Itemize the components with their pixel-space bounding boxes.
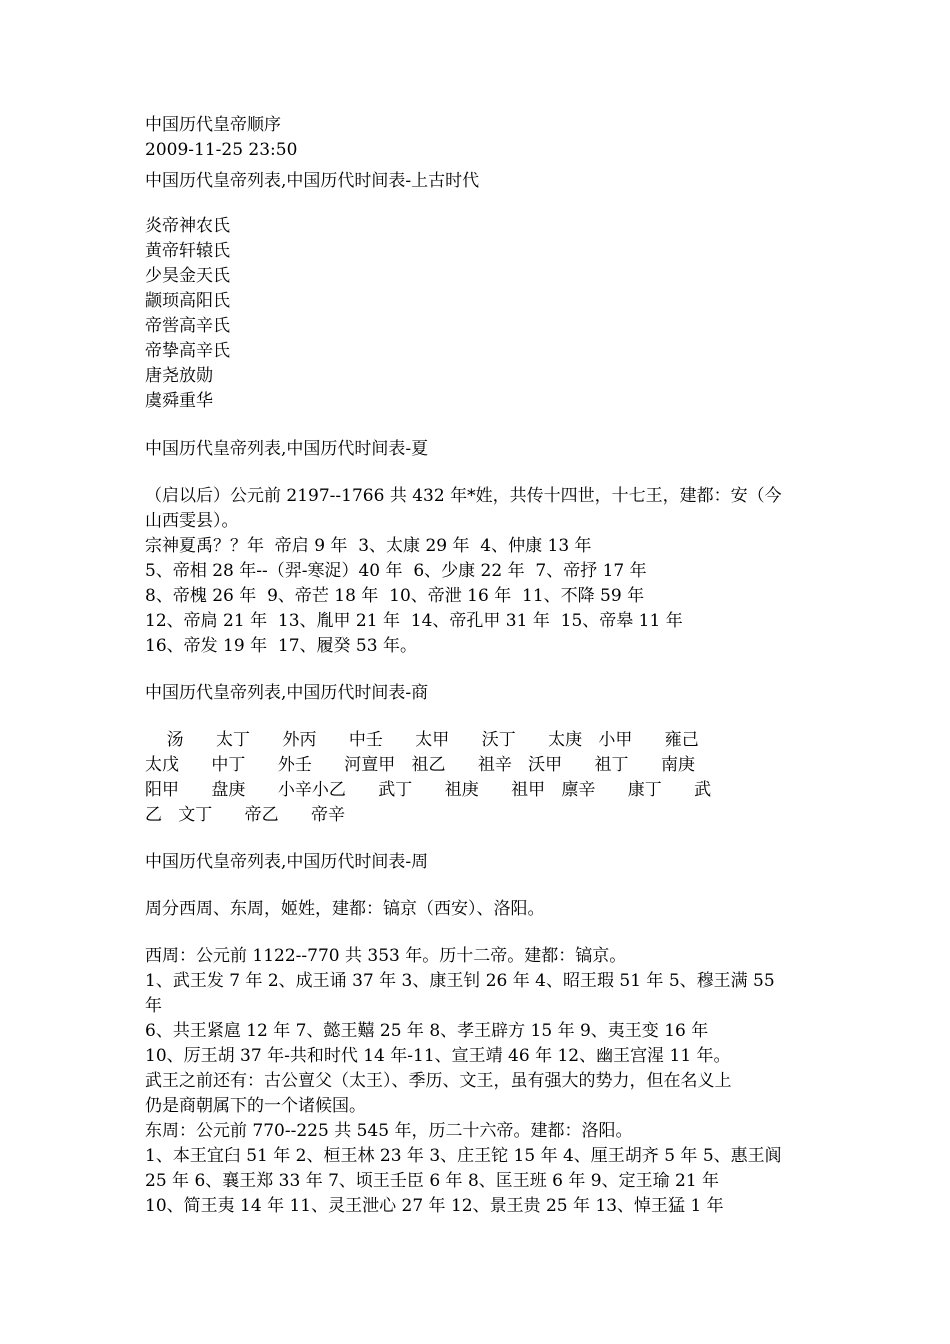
ruler-line: 虞舜重华 xyxy=(145,391,213,411)
ruler-line: 阳甲 盘庚 小辛小乙 武丁 祖庚 祖甲 廪辛 康丁 武 xyxy=(145,780,712,800)
paragraph-line: 10、厉王胡 37 年-共和时代 14 年-11、宣王靖 46 年 12、幽王宫湦 11 年。 xyxy=(145,1046,731,1066)
paragraph-line: （启以后）公元前 2197--1766 共 432 年*姓，共传十四世，十七王，建都：安（今 xyxy=(145,486,782,506)
ruler-line: 太戊 中丁 外壬 河亶甲 祖乙 祖辛 沃甲 祖丁 南庚 xyxy=(145,755,695,775)
ruler-line: 炎帝神农氏 xyxy=(145,216,230,236)
paragraph-line: 16、帝发 19 年 17、履癸 53 年。 xyxy=(145,636,417,656)
paragraph-line: 西周：公元前 1122--770 共 353 年。历十二帝。建都：镐京。 xyxy=(145,946,627,966)
section-heading: 中国历代皇帝列表,中国历代时间表-商 xyxy=(145,683,429,703)
section-heading: 中国历代皇帝列表,中国历代时间表-上古时代 xyxy=(145,171,480,191)
paragraph-line: 年 xyxy=(145,996,162,1016)
paragraph-line: 山西雯县）。 xyxy=(145,511,239,531)
ruler-line: 帝挚高辛氏 xyxy=(145,341,230,361)
ruler-line: 少昊金天氏 xyxy=(145,266,230,286)
paragraph-line: 宗神夏禹？？年 帝启 9 年 3、太康 29 年 4、仲康 13 年 xyxy=(145,536,592,556)
document-datetime: 2009-11-25 23:50 xyxy=(145,140,298,160)
ruler-line: 汤 太丁 外丙 中壬 太甲 沃丁 太庚 小甲 雍己 xyxy=(145,730,699,750)
paragraph-line: 5、帝相 28 年--（羿-寒浞）40 年 6、少康 22 年 7、帝抒 17 年 xyxy=(145,561,647,581)
paragraph-line: 12、帝扃 21 年 13、胤甲 21 年 14、帝孔甲 31 年 15、帝皋 11 年 xyxy=(145,611,683,631)
paragraph-line: 1、武王发 7 年 2、成王诵 37 年 3、康王钊 26 年 4、昭王瑕 51 年 5、穆王满 55 xyxy=(145,971,775,991)
document-title: 中国历代皇帝顺序 xyxy=(145,115,281,135)
ruler-line: 帝喾高辛氏 xyxy=(145,316,230,336)
paragraph-line: 8、帝槐 26 年 9、帝芒 18 年 10、帝泄 16 年 11、不降 59 年 xyxy=(145,586,645,606)
paragraph-line: 25 年 6、襄王郑 33 年 7、顷王壬臣 6 年 8、匡王班 6 年 9、定王瑜 21 年 xyxy=(145,1171,720,1191)
ruler-line: 颛顼高阳氏 xyxy=(145,291,230,311)
paragraph-line: 周分西周、东周，姬姓，建都：镐京（西安）、洛阳。 xyxy=(145,899,545,919)
ruler-line: 乙 文丁 帝乙 帝辛 xyxy=(145,805,346,825)
paragraph-line: 武王之前还有：古公亶父（太王）、季历、文王，虽有强大的势力，但在名义上 xyxy=(145,1071,732,1091)
paragraph-line: 6、共王紧扈 12 年 7、懿王囏 25 年 8、孝王辟方 15 年 9、夷王变 16 年 xyxy=(145,1021,709,1041)
section-heading: 中国历代皇帝列表,中国历代时间表-夏 xyxy=(145,439,429,459)
section-heading: 中国历代皇帝列表,中国历代时间表-周 xyxy=(145,852,429,872)
paragraph-line: 东周：公元前 770--225 共 545 年，历二十六帝。建都：洛阳。 xyxy=(145,1121,633,1141)
ruler-line: 唐尧放勋 xyxy=(145,366,213,386)
ruler-line: 黄帝轩辕氏 xyxy=(145,241,230,261)
paragraph-line: 10、简王夷 14 年 11、灵王泄心 27 年 12、景王贵 25 年 13、悼王猛 1 年 xyxy=(145,1196,724,1216)
paragraph-line: 仍是商朝属下的一个诸候国。 xyxy=(145,1096,366,1116)
paragraph-line: 1、本王宜臼 51 年 2、桓王林 23 年 3、庄王铊 15 年 4、厘王胡齐 5 年 5、惠王阆 xyxy=(145,1146,782,1166)
